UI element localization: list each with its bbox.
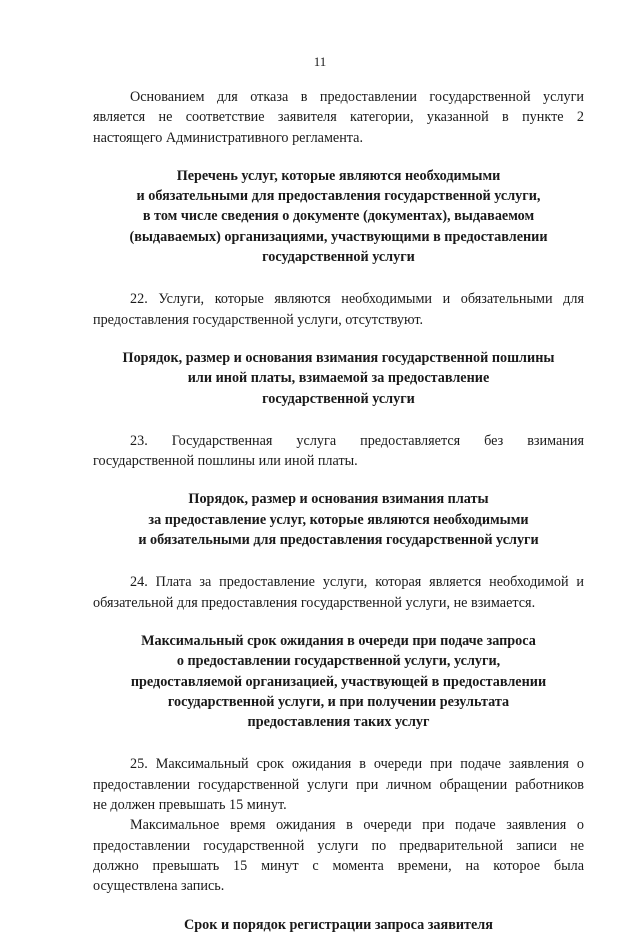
heading-line: предоставляемой организацией, участвующей в предоставлении — [130, 673, 547, 690]
text-line: является не соответствие заявителя категории, указанной в пункте 2 — [93, 109, 584, 126]
heading-line: Максимальный срок ожидания в очереди при подаче запроса — [141, 632, 536, 649]
text-line: Максимальное время ожидания в очереди при подаче заявления о — [130, 817, 584, 834]
heading-line: государственной услуги — [262, 249, 415, 266]
paragraph-22 — [93, 289, 584, 330]
paragraph-25 — [93, 754, 584, 815]
section-heading-queue-time — [93, 631, 584, 732]
text-line: 24. Плата за предоставление услуги, которая является необходимой и — [130, 574, 584, 591]
text-line: настоящего Административного регламента. — [93, 129, 364, 146]
section-heading-service-fee — [93, 489, 584, 550]
heading-line: и обязательными для предоставления государственной услуги — [138, 532, 539, 549]
text-line: Основанием для отказа в предоставлении государственной услуги — [130, 89, 584, 105]
text-line: предоставлении государственной услуги по предварительной записи не — [93, 837, 584, 854]
paragraph-23 — [93, 431, 584, 472]
heading-line: Порядок, размер и основания взимания государственной пошлины — [122, 349, 555, 366]
document-body — [93, 87, 584, 935]
text-line: предоставления государственной услуги, отсутствуют. — [93, 311, 424, 328]
page-number: 11 — [313, 54, 327, 69]
section-heading-state-fee — [93, 348, 584, 409]
heading-line: государственной услуги — [262, 390, 415, 407]
heading-line: Срок и порядок регистрации запроса заявителя — [184, 916, 493, 933]
heading-line: в том числе сведения о документе (документах), выдаваемом — [142, 208, 535, 225]
paragraph-25-continued — [93, 815, 584, 896]
section-heading-registration — [93, 915, 584, 935]
text-line: предоставлении государственной услуги при личном обращении работников — [93, 776, 584, 793]
heading-line: или иной платы, взимаемой за предоставление — [187, 370, 490, 387]
section-heading-required-services — [93, 166, 584, 267]
text-line: 22. Услуги, которые являются необходимыми и обязательными для — [130, 291, 584, 308]
text-line: государственной пошлины или иной платы. — [93, 453, 358, 470]
text-line: не должен превышать 15 минут. — [93, 797, 287, 814]
heading-line: за предоставление услуг, которые являются необходимыми — [148, 511, 529, 528]
paragraph-refusal-grounds — [93, 87, 584, 148]
heading-line: о предоставлении государственной услуги, услуги, — [176, 653, 501, 670]
text-line: обязательной для предоставления государственной услуги, не взимается. — [93, 594, 536, 611]
text-line: осуществлена запись. — [93, 878, 225, 895]
text-line: 23. Государственная услуга предоставляется без взимания — [130, 432, 584, 449]
heading-line: (выдаваемых) организациями, участвующими в предоставлении — [129, 228, 548, 245]
paragraph-24 — [93, 572, 584, 613]
heading-line: государственной услуги, и при получении результата — [167, 693, 510, 710]
heading-line: Порядок, размер и основания взимания платы — [188, 491, 489, 508]
text-line: должно превышать 15 минут с момента времени, на которое была — [93, 857, 584, 874]
heading-line: предоставления таких услуг — [247, 714, 430, 731]
heading-line: и обязательными для предоставления государственной услуги, — [136, 188, 541, 205]
text-line: 25. Максимальный срок ожидания в очереди при подаче заявления о — [130, 756, 584, 773]
heading-line: Перечень услуг, которые являются необходимыми — [176, 167, 501, 184]
